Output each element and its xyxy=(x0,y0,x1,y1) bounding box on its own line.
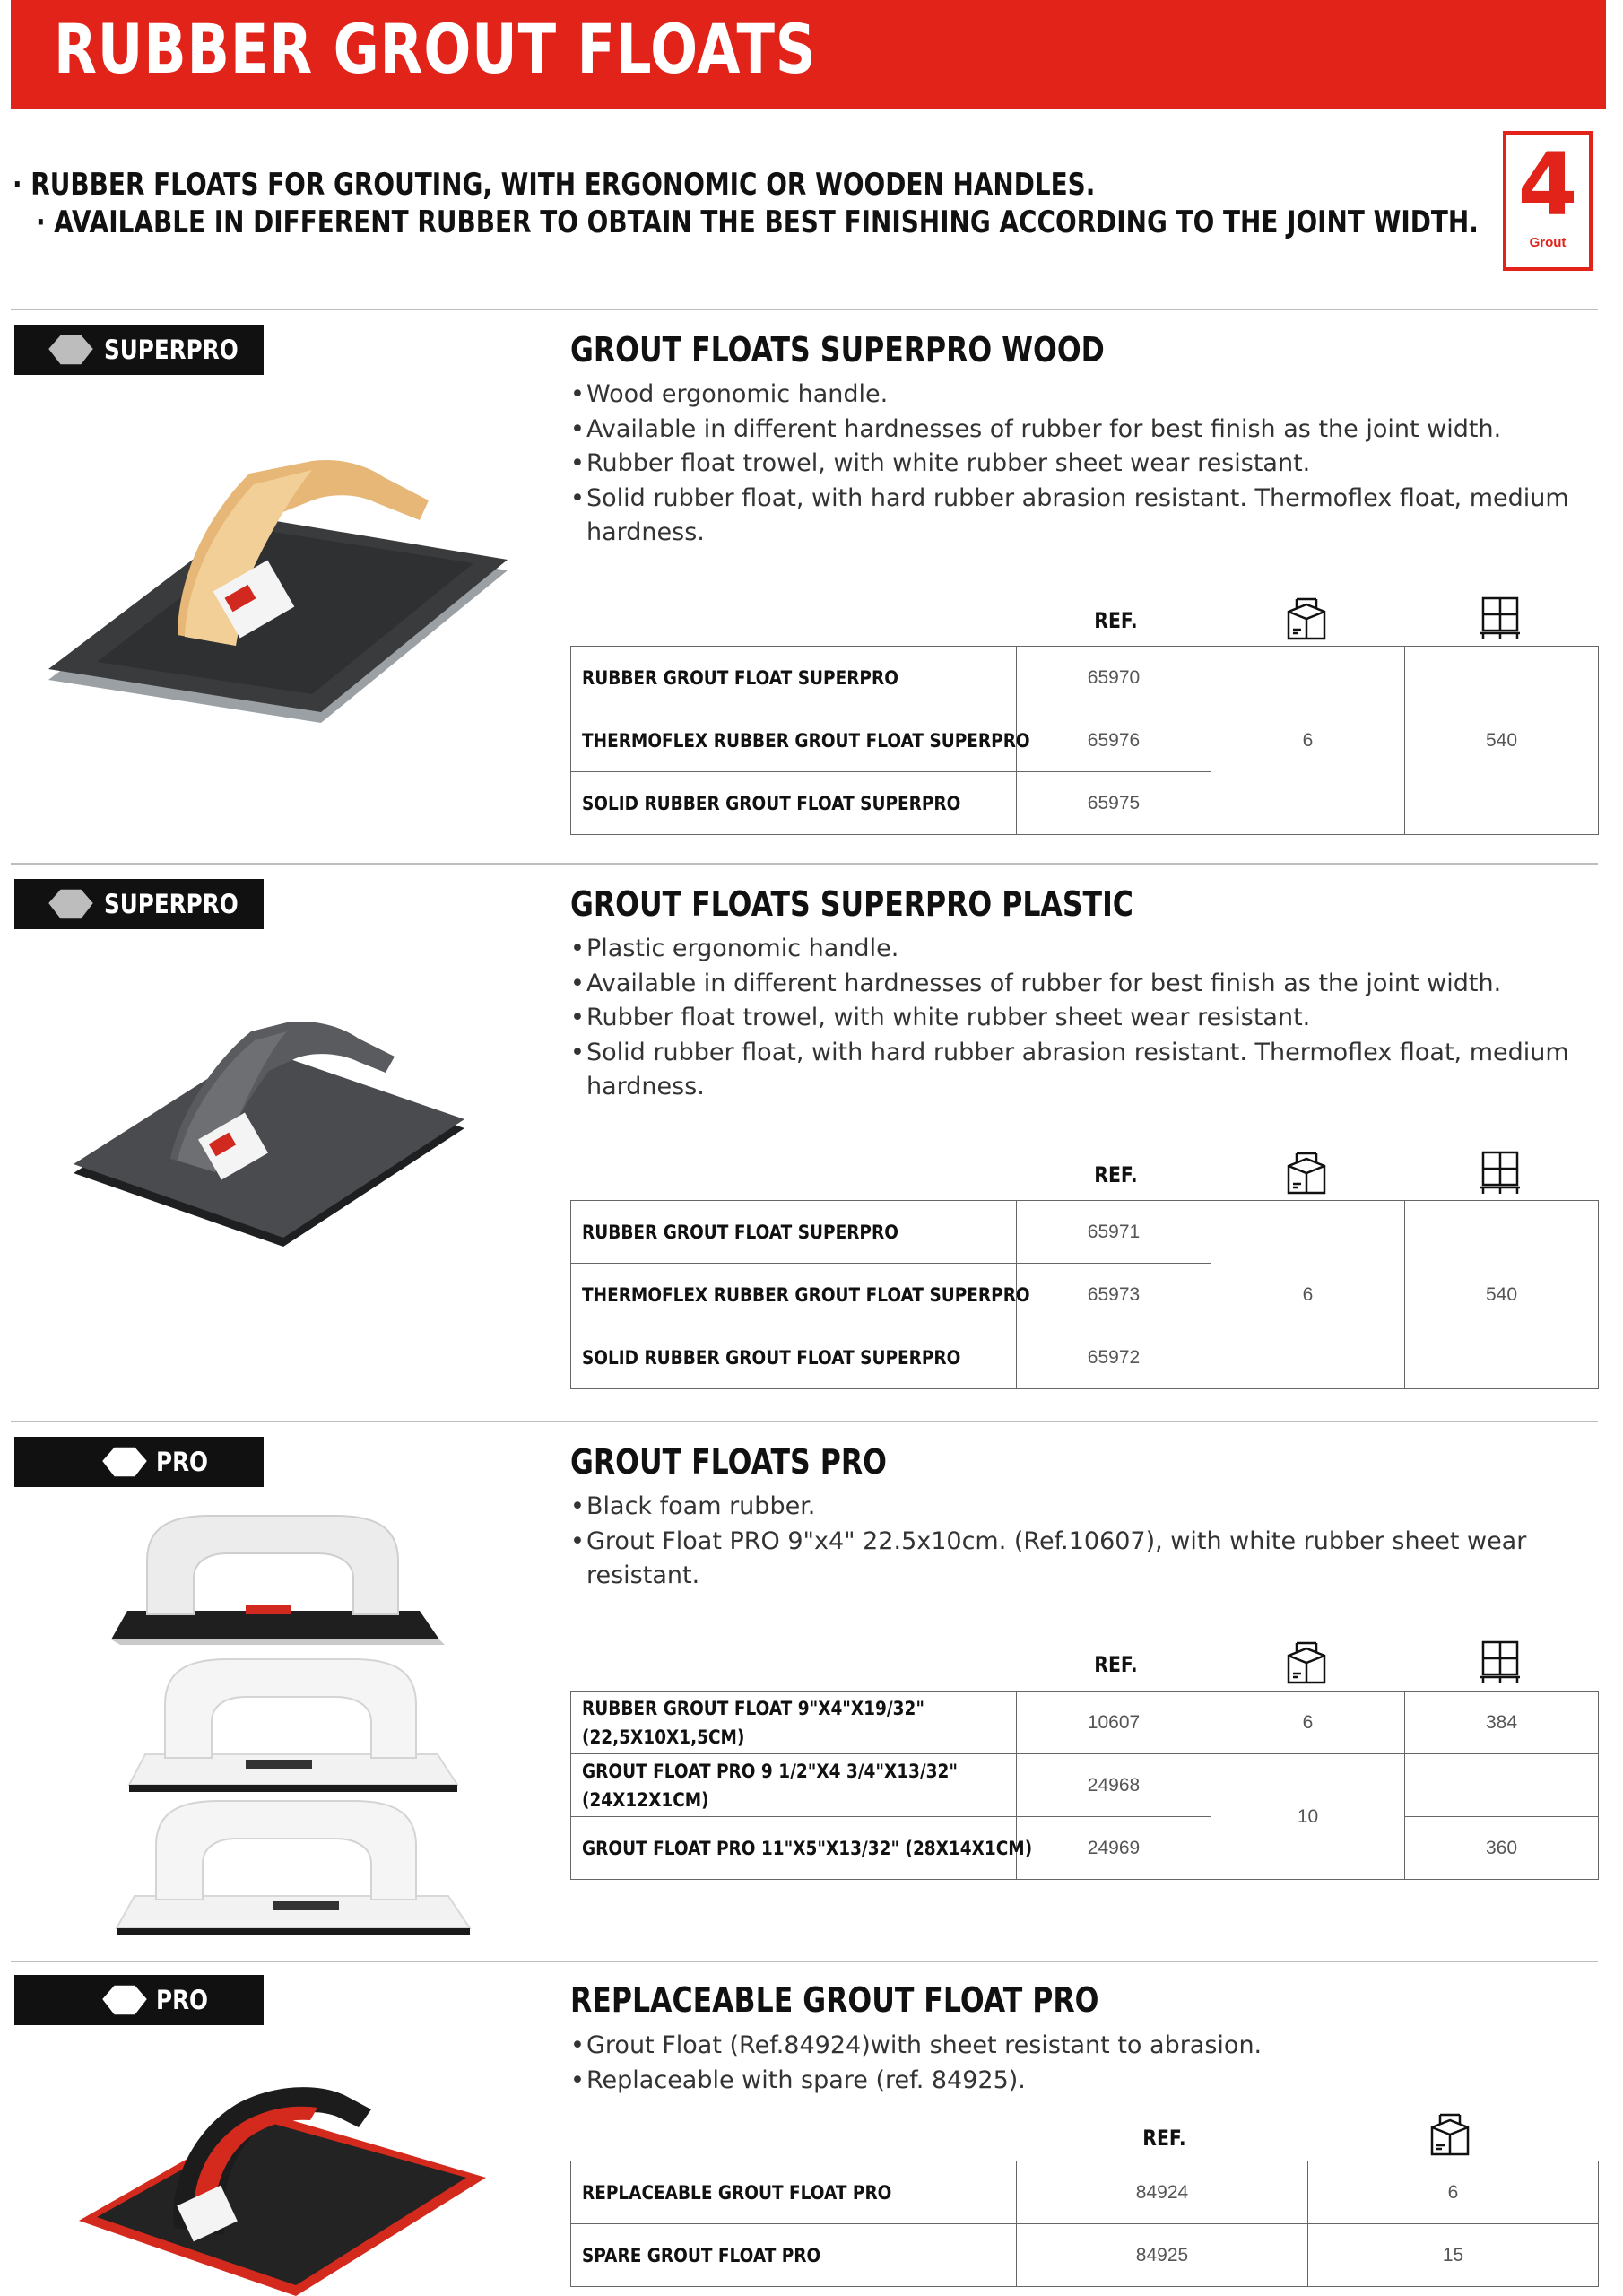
product-table xyxy=(570,1200,1599,1389)
feature-item: • Available in different hardnesses of rubber for best finish as the joint width. xyxy=(570,413,1593,448)
ref-column-label: REF. xyxy=(1094,1652,1138,1677)
diamond-icon xyxy=(99,1982,151,2018)
feature-item: • Wood ergonomic handle. xyxy=(570,378,1593,413)
product-line-tag xyxy=(14,879,264,929)
product-ref: 65971 xyxy=(1017,1201,1211,1264)
box-quantity: 10 xyxy=(1211,1754,1405,1880)
product-ref: 65976 xyxy=(1017,709,1211,772)
box-icon xyxy=(1286,596,1327,642)
intro-line-1: · RUBBER FLOATS FOR GROUTING, WITH ERGONOMIC OR WOODEN HANDLES. xyxy=(13,167,1096,203)
section-divider xyxy=(11,863,1598,865)
product-ref: 84925 xyxy=(1017,2224,1308,2287)
table-row xyxy=(571,2161,1599,2224)
feature-item: • Grout Float (Ref.84924)with sheet resistant to abrasion. xyxy=(570,2029,1593,2064)
box-quantity: 6 xyxy=(1211,647,1405,835)
ref-column-label: REF. xyxy=(1094,608,1138,633)
tag-label: SUPERPRO xyxy=(104,335,239,365)
pallet-quantity: 360 xyxy=(1405,1817,1599,1880)
product-ref: 24969 xyxy=(1017,1817,1211,1880)
pallet-quantity: 540 xyxy=(1405,1201,1599,1389)
tag-label: PRO xyxy=(156,1985,209,2015)
product-table xyxy=(570,2161,1599,2287)
product-name: RUBBER GROUT FLOAT SUPERPRO xyxy=(571,647,1017,709)
page-title: RUBBER GROUT FLOATS xyxy=(54,9,817,89)
box-icon xyxy=(1286,1150,1327,1196)
feature-item: • Replaceable with spare (ref. 84925). xyxy=(570,2064,1593,2099)
ref-column-label: REF. xyxy=(1094,1162,1138,1187)
feature-item: • Black foam rubber. xyxy=(570,1490,1593,1525)
product-ref: 65972 xyxy=(1017,1326,1211,1389)
product-name: REPLACEABLE GROUT FLOAT PRO xyxy=(571,2161,1017,2224)
box-quantity: 15 xyxy=(1308,2224,1599,2287)
intro-line-2: · AVAILABLE IN DIFFERENT RUBBER TO OBTAIN THE BEST FINISHING ACCORDING TO THE JOINT WIDTH. xyxy=(36,204,1479,240)
feature-item: • Grout Float PRO 9"x4" 22.5x10cm. (Ref.10607), with white rubber sheet wear resistant. xyxy=(570,1525,1593,1594)
feature-item: • Rubber float trowel, with white rubber sheet wear resistant. xyxy=(570,1001,1593,1036)
pallet-quantity: 540 xyxy=(1405,647,1599,835)
replaceable-grout-float-image xyxy=(75,2077,488,2296)
table-row xyxy=(571,1754,1599,1817)
feature-item: • Plastic ergonomic handle. xyxy=(570,932,1593,967)
pallet-icon xyxy=(1480,1639,1521,1686)
feature-item: • Solid rubber float, with hard rubber abrasion resistant. Thermoflex float, medium hardness. xyxy=(570,482,1593,551)
table-row xyxy=(571,1201,1599,1264)
product-line-tag xyxy=(14,1975,264,2025)
header-banner xyxy=(11,0,1606,109)
section-title: GROUT FLOATS SUPERPRO PLASTIC xyxy=(570,884,1133,924)
box-icon xyxy=(1429,2111,1471,2158)
chapter-badge xyxy=(1503,131,1593,271)
table-row xyxy=(571,2224,1599,2287)
tag-label: SUPERPRO xyxy=(104,889,239,919)
pallet-icon xyxy=(1480,1150,1521,1196)
product-table xyxy=(570,1691,1599,1880)
box-quantity: 6 xyxy=(1308,2161,1599,2224)
product-name: THERMOFLEX RUBBER GROUT FLOAT SUPERPRO xyxy=(571,709,1017,772)
table-row xyxy=(571,647,1599,709)
product-ref: 84924 xyxy=(1017,2161,1308,2224)
wood-grout-float-image xyxy=(43,438,509,734)
section-title: GROUT FLOATS SUPERPRO WOOD xyxy=(570,330,1105,370)
product-line-tag xyxy=(14,1437,264,1487)
pallet-icon xyxy=(1480,596,1521,642)
section-title: GROUT FLOATS PRO xyxy=(570,1442,887,1482)
feature-list xyxy=(570,2029,1593,2098)
table-row xyxy=(571,1817,1599,1880)
feature-item: • Rubber float trowel, with white rubber sheet wear resistant. xyxy=(570,447,1593,482)
product-ref: 24968 xyxy=(1017,1754,1211,1817)
feature-item: • Available in different hardnesses of rubber for best finish as the joint width. xyxy=(570,967,1593,1002)
diamond-icon xyxy=(99,1444,151,1480)
box-quantity: 6 xyxy=(1211,1692,1405,1754)
diamond-icon xyxy=(45,332,97,368)
table-row xyxy=(571,1692,1599,1754)
chapter-label: Grout xyxy=(1529,235,1567,250)
tag-label: PRO xyxy=(156,1447,209,1477)
feature-list xyxy=(570,932,1593,1105)
ref-column-label: REF. xyxy=(1142,2126,1186,2151)
product-ref: 65975 xyxy=(1017,772,1211,835)
chapter-number: 4 xyxy=(1517,135,1578,235)
product-ref: 65973 xyxy=(1017,1264,1211,1326)
box-icon xyxy=(1286,1639,1327,1686)
plastic-grout-float-image xyxy=(72,1015,466,1248)
section-divider xyxy=(11,1961,1598,1962)
box-quantity: 6 xyxy=(1211,1201,1405,1389)
product-name: RUBBER GROUT FLOAT 9"X4"X19/32" (22,5X10X1,5CM) xyxy=(571,1692,1017,1754)
section-divider xyxy=(11,1421,1598,1422)
feature-list xyxy=(570,1490,1593,1594)
product-name: THERMOFLEX RUBBER GROUT FLOAT SUPERPRO xyxy=(571,1264,1017,1326)
pro-grout-floats-image xyxy=(111,1507,479,1937)
feature-list xyxy=(570,378,1593,551)
product-line-tag xyxy=(14,325,264,375)
product-ref: 65970 xyxy=(1017,647,1211,709)
diamond-icon xyxy=(45,886,97,922)
section-divider xyxy=(11,309,1598,310)
product-name: SPARE GROUT FLOAT PRO xyxy=(571,2224,1017,2287)
product-ref: 10607 xyxy=(1017,1692,1211,1754)
product-name: SOLID RUBBER GROUT FLOAT SUPERPRO xyxy=(571,772,1017,835)
section-title: REPLACEABLE GROUT FLOAT PRO xyxy=(570,1980,1099,2020)
product-name: RUBBER GROUT FLOAT SUPERPRO xyxy=(571,1201,1017,1264)
product-name: SOLID RUBBER GROUT FLOAT SUPERPRO xyxy=(571,1326,1017,1389)
pallet-quantity: 384 xyxy=(1405,1692,1599,1754)
product-table xyxy=(570,646,1599,835)
feature-item: • Solid rubber float, with hard rubber abrasion resistant. Thermoflex float, medium hardness. xyxy=(570,1036,1593,1105)
product-name: GROUT FLOAT PRO 11"X5"X13/32" (28X14X1CM) xyxy=(571,1817,1017,1880)
pallet-quantity xyxy=(1405,1754,1599,1817)
product-name: GROUT FLOAT PRO 9 1/2"X4 3/4"X13/32" (24X12X1CM) xyxy=(571,1754,1017,1817)
